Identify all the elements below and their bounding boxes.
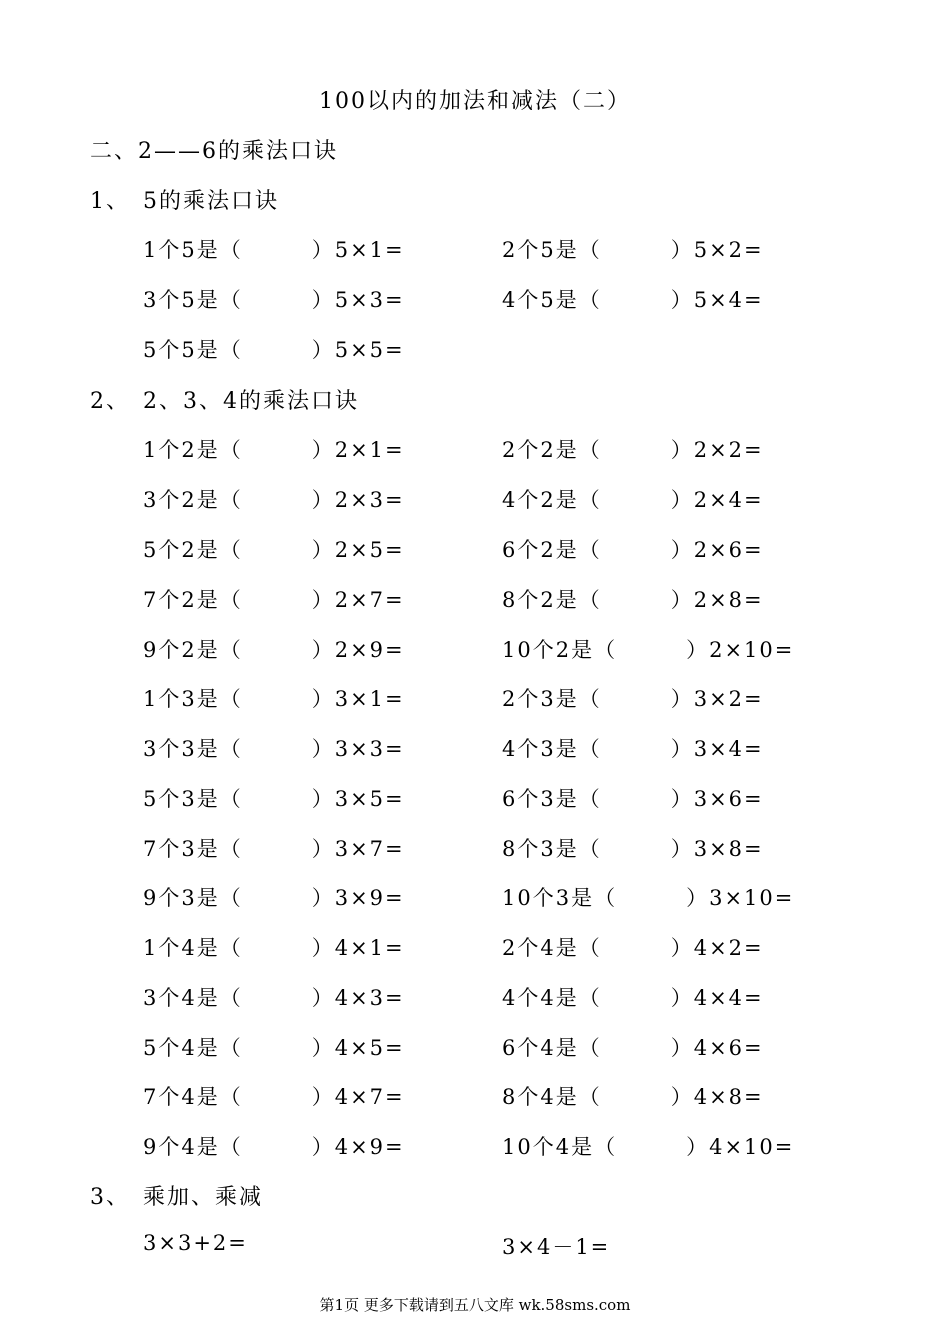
exercise-item: 3个2是（ ）2×3= (143, 488, 405, 512)
exercise-item: 8个3是（ ）3×8= (502, 837, 764, 861)
section-label: 5的乘法口诀 (143, 189, 279, 214)
exercise-item: 2个3是（ ）3×2= (502, 687, 764, 711)
exercise-item: 2个5是（ ）5×2= (502, 238, 764, 262)
exercise-item: 6个3是（ ）3×6= (502, 787, 764, 811)
exercise-item: 3个3是（ ）3×3= (143, 737, 405, 761)
exercise-item: 7个2是（ ）2×7= (143, 588, 405, 612)
exercise-item: 1个5是（ ）5×1= (143, 238, 405, 262)
exercise-item: 10个2是（ ）2×10= (502, 638, 795, 662)
exercise-item: 5个2是（ ）2×5= (143, 538, 405, 562)
exercise-row (0, 634, 950, 668)
exercise-row (0, 932, 950, 966)
exercise-item: 7个3是（ ）3×7= (143, 837, 405, 861)
exercise-row (0, 683, 950, 717)
section-2-heading (90, 384, 359, 415)
section-label: 乘加、乘减 (143, 1185, 264, 1210)
page-footer: 第1页 更多下载请到五八文库 wk.58sms.com (319, 1296, 631, 1314)
exercise-row (0, 833, 950, 867)
section-1-heading (90, 184, 279, 215)
exercise-row (0, 534, 950, 568)
exercise-item: 3×4－1= (502, 1235, 611, 1259)
exercise-row (0, 982, 950, 1016)
exercise-row (0, 284, 950, 318)
exercise-item: 3个5是（ ）5×3= (143, 288, 405, 312)
section-label: 2、3、4的乘法口诀 (143, 389, 359, 414)
section-3-heading (90, 1180, 263, 1211)
exercise-row (0, 484, 950, 518)
exercise-row (0, 1032, 950, 1066)
exercise-item: 3个4是（ ）4×3= (143, 986, 405, 1010)
exercise-item: 4个2是（ ）2×4= (502, 488, 764, 512)
exercise-item: 2个4是（ ）4×2= (502, 936, 764, 960)
exercise-item: 3×3+2= (143, 1231, 248, 1255)
exercise-row (0, 1081, 950, 1115)
exercise-row (0, 1131, 950, 1165)
exercise-item: 4个3是（ ）3×4= (502, 737, 764, 761)
exercise-item: 9个2是（ ）2×9= (143, 638, 405, 662)
exercise-item: 5个5是（ ）5×5= (143, 338, 405, 362)
exercise-row (0, 733, 950, 767)
exercise-item: 1个2是（ ）2×1= (143, 438, 405, 462)
page-title: 100以内的加法和减法（二） (319, 89, 631, 114)
section-number: 2、 (90, 389, 130, 414)
exercise-item: 2个2是（ ）2×2= (502, 438, 764, 462)
chapter-heading: 二、2——6的乘法口诀 (90, 139, 338, 164)
exercise-row (0, 1231, 950, 1265)
exercise-row (0, 334, 950, 368)
exercise-item: 10个4是（ ）4×10= (502, 1135, 795, 1159)
exercise-row (0, 234, 950, 268)
exercise-item: 9个3是（ ）3×9= (143, 886, 405, 910)
exercise-row (0, 584, 950, 618)
exercise-item: 7个4是（ ）4×7= (143, 1085, 405, 1109)
exercise-item: 1个3是（ ）3×1= (143, 687, 405, 711)
exercise-item: 9个4是（ ）4×9= (143, 1135, 405, 1159)
exercise-item: 1个4是（ ）4×1= (143, 936, 405, 960)
section-number: 1、 (90, 189, 130, 214)
exercise-item: 5个4是（ ）4×5= (143, 1036, 405, 1060)
exercise-row (0, 434, 950, 468)
exercise-item: 6个4是（ ）4×6= (502, 1036, 764, 1060)
exercise-item: 8个2是（ ）2×8= (502, 588, 764, 612)
exercise-item: 4个4是（ ）4×4= (502, 986, 764, 1010)
exercise-item: 5个3是（ ）3×5= (143, 787, 405, 811)
exercise-item: 4个5是（ ）5×4= (502, 288, 764, 312)
exercise-item: 6个2是（ ）2×6= (502, 538, 764, 562)
exercise-row (0, 783, 950, 817)
section-number: 3、 (90, 1185, 130, 1210)
exercise-item: 8个4是（ ）4×8= (502, 1085, 764, 1109)
exercise-row (0, 882, 950, 916)
exercise-item: 10个3是（ ）3×10= (502, 886, 795, 910)
